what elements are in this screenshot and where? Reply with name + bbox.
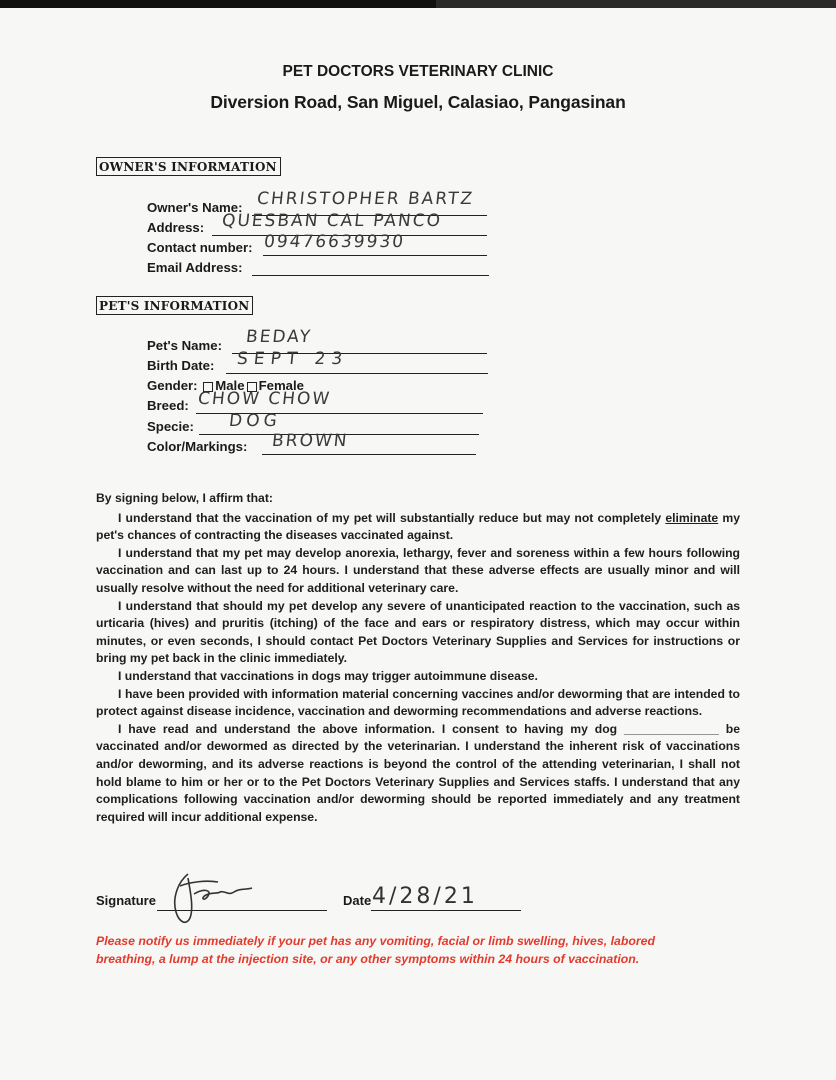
pet-name-value[interactable]: BEDAY [244,327,313,347]
gender-label: Gender: [147,378,198,393]
consent-paragraph-2: I understand that my pet may develop anorexia, lethargy, fever and soreness within a few hours following vaccination and can last up to 24 hours. I understand that these adverse effects are usually minor and will usually resolve without the need for additional veterinary care. [96,545,740,595]
dog-name-blank[interactable]: ______________ [623,721,719,736]
breed-value[interactable]: CHOW CHOW [196,389,333,409]
specie-value[interactable]: DOG [227,411,282,431]
underlined-word: eliminate [665,510,719,525]
handwritten-signature [160,868,270,930]
date-line[interactable] [371,910,521,911]
owner-section-title: OWNER'S INFORMATION [96,157,281,176]
consent-text [96,490,740,826]
male-label: Male [215,378,245,393]
consent-lead: By signing below, I affirm that: [96,491,273,505]
pet-section-title: PET'S INFORMATION [96,296,253,315]
owner-name-value[interactable]: CHRISTOPHER BARTZ [255,189,475,209]
birth-date-label: Birth Date: [147,358,215,373]
specie-label: Specie: [147,419,194,434]
date-value[interactable]: 4/28/21 [372,884,478,909]
consent-paragraph-1: I understand that the vaccination of my pet will substantially reduce but may not completely eliminate my pet's chances of contracting the diseases vaccinated against. [96,510,740,543]
birth-date-value[interactable]: SEPT 23 [235,349,350,369]
color-label: Color/Markings: [147,439,248,454]
signature-label: Signature [96,893,156,908]
email-label: Email Address: [147,260,243,275]
breed-label: Breed: [147,398,189,413]
contact-value[interactable]: 09476639930 [262,232,407,252]
address-label: Address: [147,220,205,235]
consent-paragraph-6: I have read and understand the above information. I consent to having my dog ______________ be vaccinated and/or dewormed as directed by the veterinarian. I understand the inherent risk of vaccinations and/or deworming, and its adverse reactions is beyond the control of the attending veterinarian, I shall not hold blame to him or her or to the Pet Doctors Veterinary Supplies and Services staffs. I understand that any complications following vaccination and/or deworming should be reported immediately and any treatment required will incur additional expense. [96,721,741,824]
notice-text: Please notify us immediately if your pet has any vomiting, facial or limb swelling, hives, labored breathing, a lump at the injection site, or any other symptoms within 24 hours of vaccination. [96,934,655,966]
pet-name-label: Pet's Name: [147,338,222,353]
address-value[interactable]: QUESBAN CAL PANCO [220,211,443,231]
female-label: Female [258,378,305,393]
contact-line [263,255,487,256]
clinic-name: PET DOCTORS VETERINARY CLINIC [282,63,554,80]
consent-paragraph-4: I understand that vaccinations in dogs may trigger autoimmune disease. [118,668,538,683]
color-value[interactable]: BROWN [270,431,350,451]
clinic-address: Diversion Road, San Miguel, Calasiao, Pangasinan [210,92,626,112]
consent-paragraph-5: I have been provided with information material concerning vaccines and/or deworming that are intended to protect against disease incidence, vaccination and deworming recommendations and adverse reactions. [96,686,740,719]
consent-paragraph-3: I understand that should my pet develop any severe of unanticipated reaction to the vaccination, such as urticaria (hives) and pruritis (itching) of the face and ears or respiratory distress, which may occur within minutes, or even seconds, I should contact Pet Doctors Veterinary Supplies and Services for instructions or bring my pet back in the clinic immediately. [96,598,740,666]
birth-date-line [226,373,488,374]
color-line [262,454,476,455]
contact-label: Contact number: [147,240,253,255]
date-label: Date [343,893,372,908]
owner-name-label: Owner's Name: [147,200,243,215]
scan-top-edge [0,0,836,8]
email-line[interactable] [252,275,489,276]
